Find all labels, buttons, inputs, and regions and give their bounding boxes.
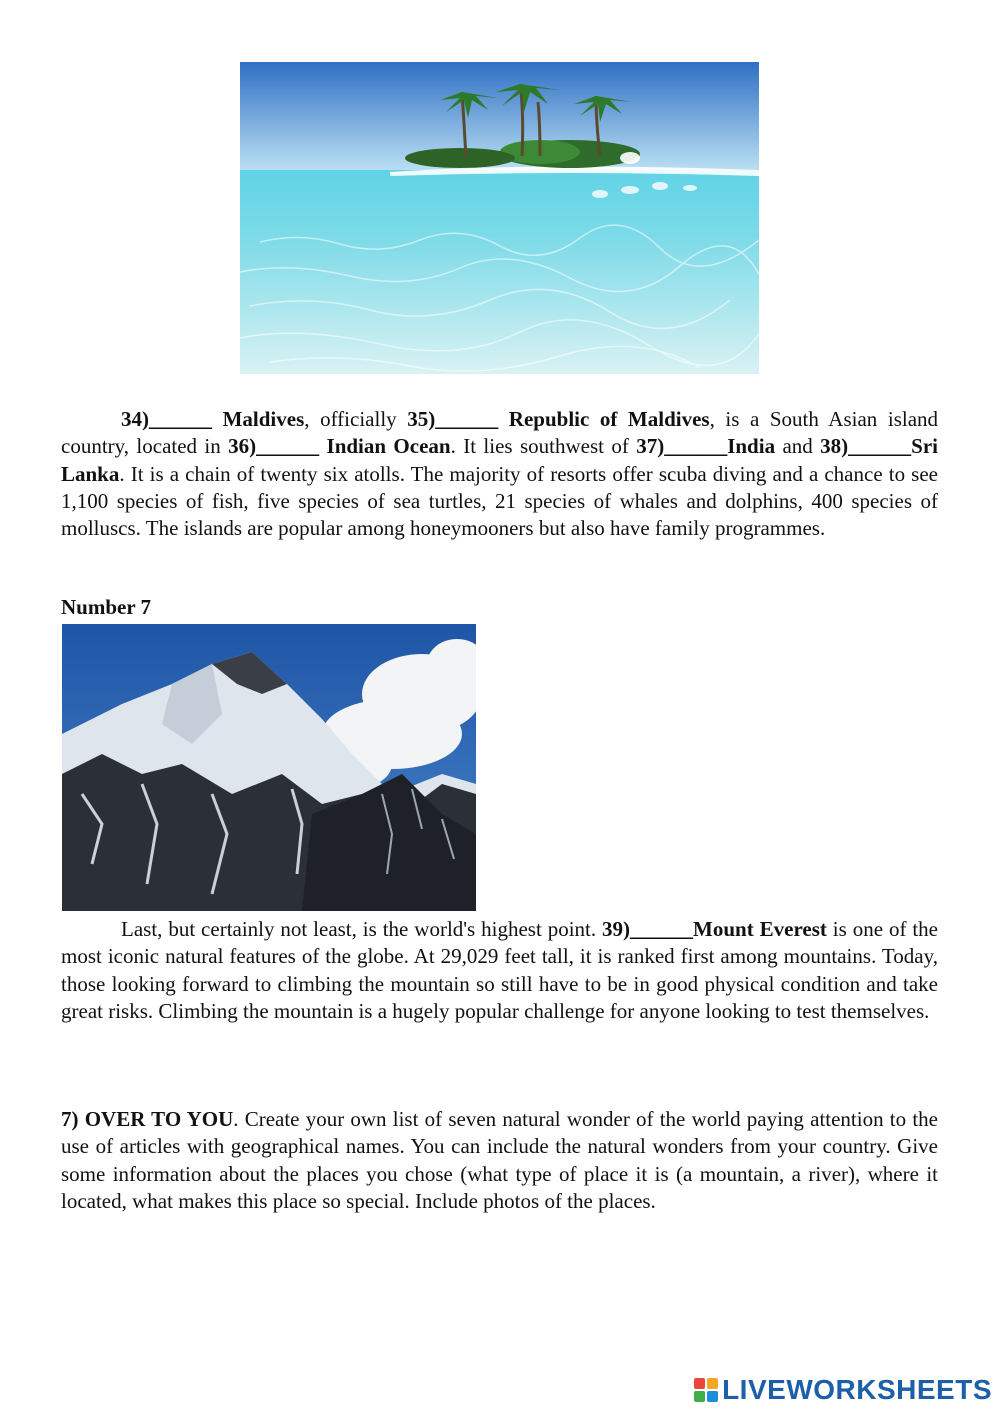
bold-text: 35)______: [407, 407, 499, 431]
over-to-you-task: [61, 1106, 938, 1215]
text-run: Last, but certainly not least, is the world's highest point.: [121, 917, 603, 941]
bold-text: 7) OVER TO YOU: [61, 1107, 234, 1131]
bold-text: Sri Lanka: [61, 434, 938, 486]
everest-paragraph: [61, 916, 938, 1025]
bold-text: 34)______: [121, 407, 212, 431]
maldives-island-photo: [240, 62, 759, 374]
bold-text: 36)______: [228, 434, 320, 459]
bold-text: 37)______: [636, 434, 728, 459]
bold-text: India: [727, 434, 776, 459]
bold-text: Maldives: [222, 407, 305, 431]
logo-square: [707, 1378, 718, 1389]
bold-text: 39)______: [602, 917, 694, 941]
text-run: is one of the most iconic natural features of the globe. At 29,029 feet tall, it is ranked first among mountains. Today, those looking forward to climbing the mountain so still have to be in good physical condition and take great risks. Climbing the mountain is a hugely popular challenge for anyone looking to test themselves.: [61, 917, 938, 1023]
logo-square: [694, 1378, 705, 1389]
text-run: [212, 407, 223, 431]
text-run: and: [775, 434, 821, 459]
logo-square: [707, 1391, 718, 1402]
logo-square: [694, 1391, 705, 1402]
text-run: . Create your own list of seven natural wonder of the world paying attention to the use of articles with geographical names. You can include the natural wonders from your country. Give some information about the places you chose (what type of place it is (a mountain, a river), where it located, what makes this place so special. Include photos of the places.: [61, 1107, 938, 1213]
maldives-paragraph: [61, 406, 938, 542]
liveworksheets-logo: [694, 1373, 992, 1407]
bold-text: Indian Ocean: [326, 434, 451, 459]
text-run: . It lies southwest of: [450, 434, 637, 459]
liveworksheets-wordmark: LIVEWORKSHEETS: [722, 1374, 992, 1405]
number-7-heading: Number 7: [61, 595, 152, 619]
text-run: [498, 407, 509, 431]
bold-text: Mount Everest: [693, 917, 827, 941]
text-run: , officially: [304, 407, 408, 431]
bold-text: 38)______: [820, 434, 912, 459]
text-run: . It is a chain of twenty six atolls. The majority of resorts offer scuba diving and a chance to see 1,100 species of fish, five species of sea turtles, 21 species of whales and dolphins, 400 species of molluscs. The islands are popular among honeymooners but also have family programmes.: [61, 461, 938, 541]
mount-everest-photo: [62, 624, 476, 911]
text-run: , is a South Asian island country, located in: [61, 407, 939, 459]
liveworksheets-logo-icon: [694, 1378, 718, 1402]
text-run: [319, 434, 326, 458]
bold-text: Republic of Maldives: [508, 407, 710, 431]
